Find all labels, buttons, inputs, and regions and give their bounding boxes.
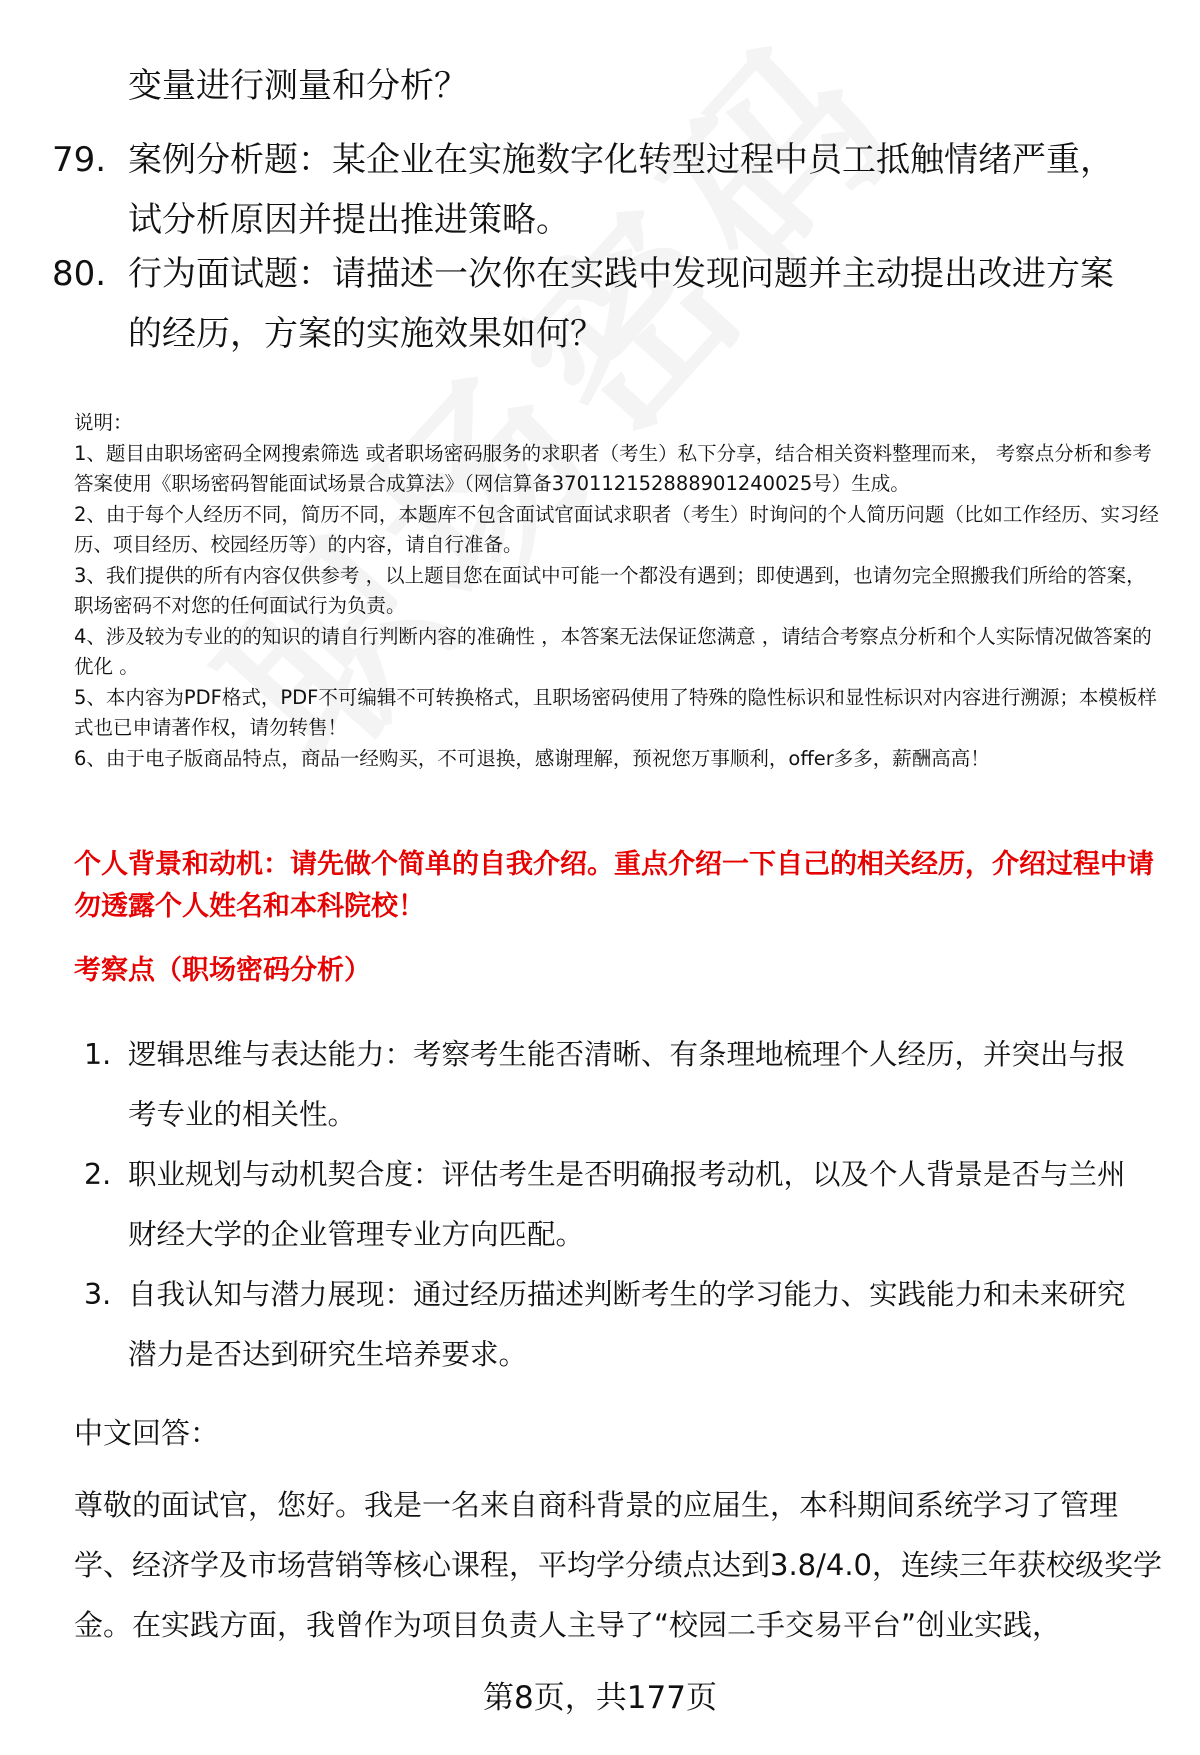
analysis-point — [84, 1145, 1164, 1265]
answer-text: 尊敬的面试官，您好。我是一名来自商科背景的应届生，本科期间系统学习了管理学、经济学及市场营销等核心课程，平均学分绩点达到3.8/4.0，连续三年获校级奖学金。在实践方面，我曾作为项目负责人主导了“校园二手交易平台”创业实践， — [74, 1488, 1163, 1642]
point-text: 职业规划与动机契合度：评估考生是否明确报考动机，以及个人背景是否与兰州财经大学的企业管理专业方向匹配。 — [128, 1158, 1126, 1251]
point-number: 2. — [84, 1158, 112, 1191]
page-footer: 第8页，共177页 — [483, 1680, 717, 1716]
note-item: 4、涉及较为专业的的知识的请自行判断内容的准确性 ，本答案无法保证您满意 ，请结合考察点分析和个人实际情况做答案的优化 。 — [74, 624, 1152, 678]
question-text: 案例分析题：某企业在实施数字化转型过程中员工抵触情绪严重，试分析原因并提出推进策略。 — [128, 140, 1114, 240]
question-number: 80. — [52, 254, 107, 294]
point-text: 自我认知与潜力展现：通过经历描述判断考生的学习能力、实践能力和未来研究潜力是否达到研究生培养要求。 — [128, 1278, 1126, 1371]
note-item: 3、我们提供的所有内容仅供参考 ，以上题目您在面试中可能一个都没有遇到；即使遇到，也请勿完全照搬我们所给的答案，职场密码不对您的任何面试行为负责。 — [74, 563, 1146, 617]
analysis-point — [84, 1265, 1164, 1385]
question-80 — [52, 244, 1132, 364]
question-79 — [52, 130, 1132, 250]
analysis-list — [84, 1025, 1164, 1385]
point-number: 3. — [84, 1278, 112, 1311]
section-question: 个人背景和动机：请先做个简单的自我介绍。重点介绍一下自己的相关经历，介绍过程中请勿透露个人姓名和本科院校！ — [74, 849, 1154, 922]
point-text: 逻辑思维与表达能力：考察考生能否清晰、有条理地梳理个人经历，并突出与报考专业的相关性。 — [128, 1038, 1126, 1131]
note-item: 1、题目由职场密码全网搜索筛选 或者职场密码服务的求职者（考生）私下分享，结合相关资料整理而来， 考察点分析和参考答案使用《职场密码智能面试场景合成算法》（网信算备370112152888901240025号）生成。 — [74, 441, 1152, 495]
answer-label: 中文回答： — [74, 1416, 220, 1450]
point-number: 1. — [84, 1038, 112, 1071]
question-continuation: 变量进行测量和分析？ — [128, 66, 468, 106]
question-text: 行为面试题：请描述一次你在实践中发现问题并主动提出改进方案的经历，方案的实施效果如何？ — [128, 254, 1114, 354]
notes-title: 说明： — [74, 411, 133, 434]
notes-section — [74, 408, 1160, 774]
note-item: 6、由于电子版商品特点，商品一经购买，不可退换，感谢理解，预祝您万事顺利，offer多多，薪酬高高！ — [74, 746, 990, 770]
analysis-point — [84, 1025, 1164, 1145]
question-number: 79. — [52, 140, 107, 180]
note-item: 2、由于每个人经历不同，简历不同，本题库不包含面试官面试求职者（考生）时询问的个人简历问题（比如工作经历、实习经历、项目经历、校园经历等）的内容，请自行准备。 — [74, 502, 1159, 556]
analysis-heading: 考察点（职场密码分析） — [74, 955, 371, 986]
note-item: 5、本内容为PDF格式，PDF不可编辑不可转换格式，且职场密码使用了特殊的隐性标识和显性标识对内容进行溯源；本模板样式也已申请著作权，请勿转售！ — [74, 685, 1157, 739]
